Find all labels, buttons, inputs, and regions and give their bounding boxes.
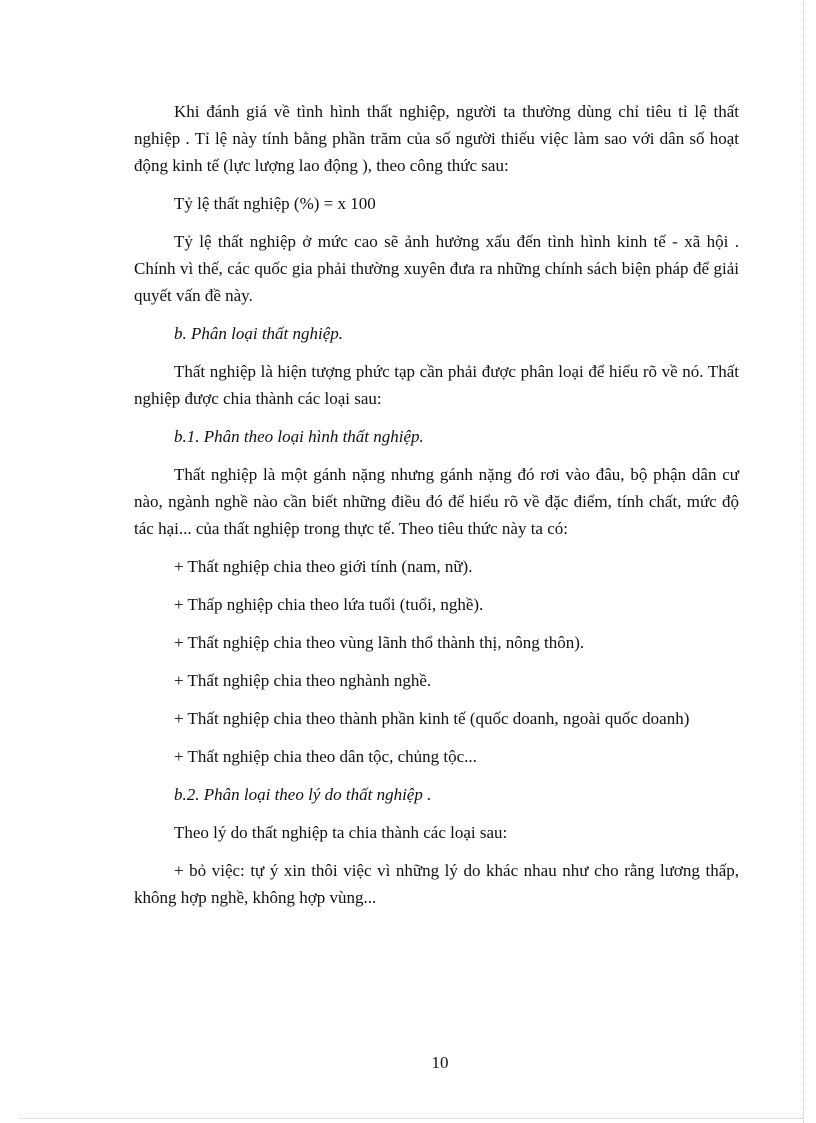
section-heading-classification: b. Phân loại thất nghiệp. — [174, 324, 344, 343]
paragraph-high-rate-impact: Tỷ lệ thất nghiệp ở mức cao sẽ ảnh hưởng xấu đến tình hình kinh tế - xã hội . Chính vì thế, các quốc gia phải thường xuyên đưa ra những chính sách biện pháp để giải quyết vấn đề này. — [134, 232, 739, 305]
list-item: + Thất nghiệp chia theo giới tính (nam, nữ). — [174, 557, 473, 576]
page-edge-rule — [803, 0, 804, 1123]
paragraph-classification-intro: Thất nghiệp là hiện tượng phức tạp cần phải được phân loại để hiểu rõ về nó. Thất nghiệp được chia thành các loại sau: — [134, 362, 739, 408]
page-body — [134, 98, 739, 922]
subsection-heading-by-type: b.1. Phân theo loại hình thất nghiệp. — [174, 427, 424, 446]
paragraph-reason-intro: Theo lý do thất nghiệp ta chia thành các loại sau: — [174, 823, 508, 842]
page-bottom-rule — [20, 1118, 803, 1119]
paragraph-burden: Thất nghiệp là một gánh nặng nhưng gánh nặng đó rơi vào đâu, bộ phận dân cư nào, ngành nghề nào cần biết những điều đó để hiểu rõ về đặc điểm, tính chất, mức độ tác hại... của thất nghiệp trong thực tế. Theo tiêu thức này ta có: — [134, 465, 739, 538]
list-item: + Thất nghiệp chia theo thành phần kinh tế (quốc doanh, ngoài quốc doanh) — [174, 709, 690, 728]
paragraph-unemployment-rate-intro: Khi đánh giá về tình hình thất nghiệp, người ta thường dùng chỉ tiêu tỉ lệ thất nghiệp . Tỉ lệ này tính bằng phần trăm của số người thiếu việc làm sao với dân số hoạt động kinh tế (lực lượng lao động ), theo công thức sau: — [134, 102, 739, 175]
formula-unemployment-rate: Tỷ lệ thất nghiệp (%) = x 100 — [174, 194, 376, 213]
list-item: + Thất nghiệp chia theo vùng lãnh thổ thành thị, nông thôn). — [174, 633, 585, 652]
list-item: + Thấp nghiệp chia theo lứa tuổi (tuổi, nghề). — [174, 595, 484, 614]
list-item: + Thất nghiệp chia theo nghành nghề. — [174, 671, 432, 690]
subsection-heading-by-reason: b.2. Phân loại theo lý do thất nghiệp . — [174, 785, 432, 804]
paragraph-quit-job: + bỏ việc: tự ý xin thôi việc vì những lý do khác nhau như cho rằng lương thấp, không hợp nghề, không hợp vùng... — [134, 861, 739, 907]
page-number: 10 — [431, 1053, 449, 1072]
list-item: + Thất nghiệp chia theo dân tộc, chủng tộc... — [174, 747, 477, 766]
